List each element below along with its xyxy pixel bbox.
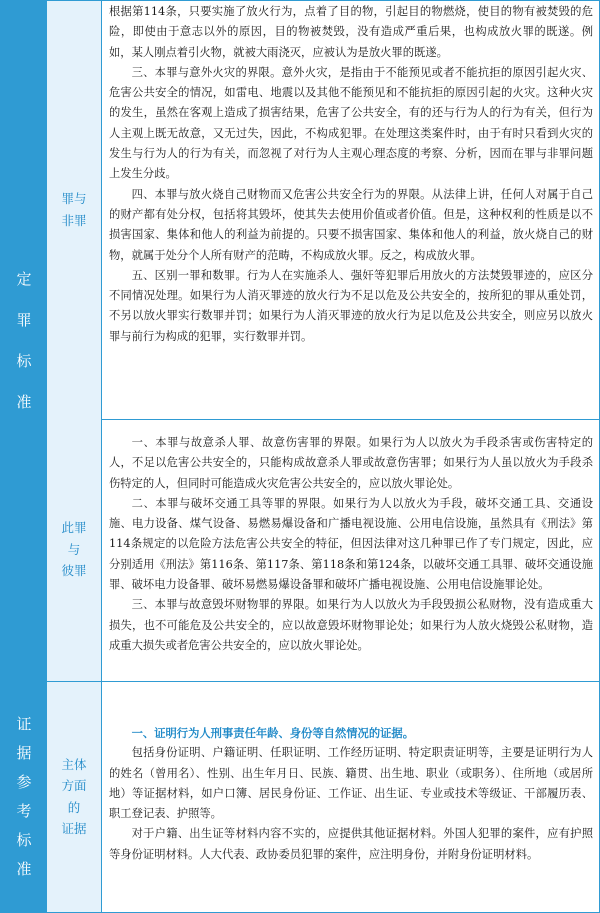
paragraph: 一、本罪与故意杀人罪、故意伤害罪的界限。如果行为人以放火为手段杀害或伤害特定的人，不足以危害公共安全的，只能构成故意杀人罪或故意伤害罪；如果行为人虽以放火为手段杀伤特定的人，但同时可能造成火灾危害公共安全的，应以放火罪论处。	[109, 436, 593, 490]
section-label-char: 证	[16, 715, 32, 733]
paragraph: 根据第114条，只要实施了放火行为，点着了目的物，引起目的物燃烧，使目的物有被焚毁的危险，即使由于意志以外的原因，目的物被焚毁，没有造成严重后果，也构成放火罪的既遂。例如，某人刚点着引火物，就被大雨浇灭，应被认为是放火罪的既遂。	[109, 5, 593, 59]
section-label-char: 定	[16, 270, 32, 288]
paragraph: 五、区别一罪和数罪。行为人在实施杀人、强奸等犯罪后用放火的方法焚毁罪迹的，应区分不同情况处理。如果行为人消灭罪迹的放火行为不足以危及公共安全的，按所犯的罪从重处罚，不另以放火罪实行数罪并罚；如果行为人消灭罪迹的放火行为足以危及公共安全，则应另以放火罪与前行为构成的犯罪，实行数罪并罚。	[109, 268, 593, 343]
sub-label-line: 罪与	[61, 191, 87, 206]
content-zhuti-fangmian	[109, 723, 593, 909]
sub-label-zhuti-fangmian	[47, 682, 101, 912]
paragraph: 三、本罪与故意毁坏财物罪的界限。如果行为人以放火为手段毁损公私财物，没有造成重大损失，也不可能危及公共安全的，应以故意毁坏财物罪论处；如果行为人放火烧毁公私财物，造成重大损失或者危害公共安全的，应以放火罪论处。	[109, 598, 593, 652]
section-label-char: 考	[16, 802, 32, 820]
sub-label-zui-yu-feizui	[47, 1, 101, 419]
row-divider	[47, 419, 599, 420]
sub-label-line: 非罪	[61, 212, 87, 228]
content-zui-yu-feizui	[109, 2, 593, 416]
section-label-char: 参	[16, 773, 32, 791]
section-label-char: 准	[16, 860, 32, 878]
section-label-char: 据	[16, 744, 32, 762]
paragraph: 包括身份证明、户籍证明、任职证明、工作经历证明、特定职责证明等，主要是证明行为人的姓名（曾用名）、性别、出生年月日、民族、籍贯、出生地、职业（或职务）、住所地（或居所地）等证据材料，如户口簿、居民身份证、工作证、出生证、专业或技术等级证、干部履历表、职工登记表、护照等。	[109, 746, 593, 821]
paragraph: 三、本罪与意外火灾的界限。意外火灾，是指由于不能预见或者不能抗拒的原因引起火灾、危害公共安全的情况，如雷电、地震以及其他不能预见和不能抗拒的原因引起的火灾。这种火灾的发生，虽然在客观上造成了损害结果，危害了公共安全，有的还与行为人的行为有关，但行为人主观上既无故意，又无过失，因此，不构成犯罪。在处理这类案件时，由于有时只看到火灾的发生与行为人的行为有关，而忽视了对行为人主观心理态度的考察、分析，因而在罪与非罪问题上发生分歧。	[109, 65, 593, 181]
paragraph: 对于户籍、出生证等材料内容不实的，应提供其他证据材料。外国人犯罪的案件，应有护照等身份证明材料。人大代表、政协委员犯罪的案件，应注明身份，并附身份证明材料。	[109, 827, 593, 861]
sub-label-line: 彼罪	[61, 563, 87, 579]
section-label-dingzui	[1, 1, 47, 681]
paragraph: 二、本罪与破坏交通工具等罪的界限。如果行为人以放火为手段，破坏交通工具、交通设施、电力设备、煤气设备、易燃易爆设备和广播电视设施、公用电信设施，虽然具有《刑法》第114条规定的以危险方法危害公共安全的特征，但因法律对这几种罪已作了专门规定，因此，应分别适用《刑法》第116条、第117条、第118条和第124条，以破坏交通工具罪、破坏交通设施罪、破坏电力设备罪、破坏易燃易爆设备罪和破坏广播电视设施、公用电信设施罪论处。	[109, 496, 593, 592]
section-label-char: 准	[16, 393, 32, 411]
sub-label-line: 方面	[61, 778, 87, 793]
column-divider	[101, 1, 102, 912]
content-ci-zui-yu-bi-zui	[109, 433, 593, 679]
sub-label-line: 主体	[61, 756, 87, 772]
section-label-char: 标	[16, 352, 32, 370]
paragraph: 四、本罪与放火烧自己财物而又危害公共安全行为的界限。从法律上讲，任何人对属于自己的财产都有处分权，包括将其毁坏，使其失去使用价值或者价值。但是，这种权利的性质是以不损害国家、集体和他人的利益为前提的。只要不损害国家、集体和他人的利益，放火烧自己的财物，就属于处分个人所有财产的范畴，不构成放火罪。反之，构成放火罪。	[109, 187, 593, 262]
sub-label-line: 证据	[61, 821, 87, 836]
sub-label-line: 与	[67, 541, 81, 557]
sub-label-ci-zui-yu-bi-zui	[47, 419, 101, 681]
section-label-char: 罪	[16, 311, 32, 329]
section-label-char: 标	[16, 831, 32, 849]
section-label-zhengju	[1, 682, 47, 912]
sub-label-line: 此罪	[61, 520, 87, 536]
evidence-heading: 一、证明行为人刑事责任年龄、身份等自然情况的证据。	[131, 726, 415, 740]
sub-label-line: 的	[67, 799, 81, 815]
